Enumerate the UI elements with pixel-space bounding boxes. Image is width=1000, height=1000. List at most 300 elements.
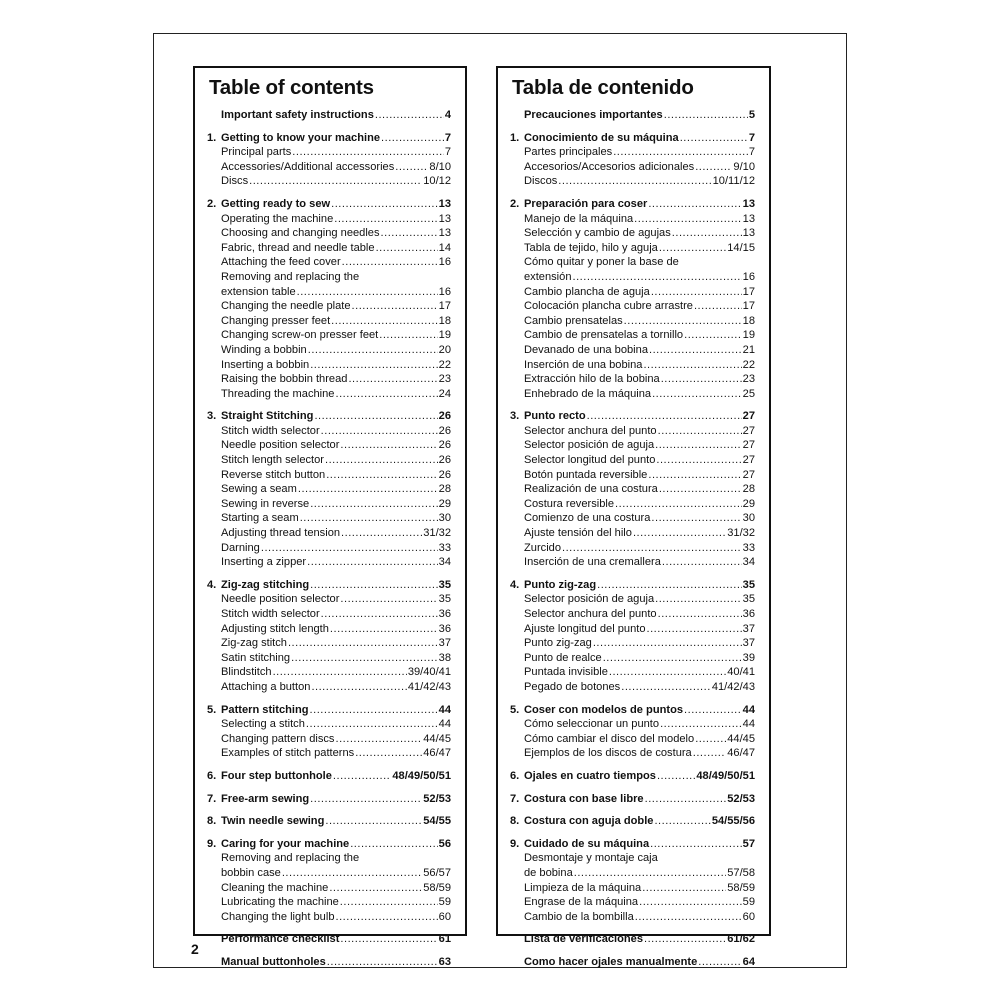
dot-leader [634,212,741,227]
toc-page-number: 17 [438,300,451,313]
toc-entry-label: Costura con base libre [524,792,644,805]
dot-leader [657,769,695,784]
toc-entry [510,680,755,695]
dot-leader [321,424,438,439]
toc-entry-label: Inserting a zipper [221,556,307,569]
toc-entry [510,732,755,747]
dot-leader [659,241,726,256]
dot-leader [658,424,742,439]
toc-entry [510,226,755,241]
dot-leader [376,241,438,256]
toc-entry [207,145,451,160]
toc-entry-label: Zig-zag stitch [221,637,287,650]
toc-entry-label: Colocación plancha cubre arrastre [524,300,693,313]
toc-page-number: 14/15 [727,241,755,254]
toc-section [510,197,755,401]
toc-chapter-number: 1. [510,131,520,144]
toc-section [207,131,451,189]
toc-entry-label: Cuidado de su máquina [524,837,650,850]
toc-entry [510,665,755,680]
toc-page-number: 44/45 [727,732,755,745]
toc-entry-label: Adjusting stitch length [221,622,329,635]
dot-leader [379,328,437,343]
toc-entry-label: Enhebrado de la máquina [524,387,652,400]
toc-entry-label: Tabla de tejido, hilo y aguja [524,241,658,254]
toc-entry [207,622,451,637]
toc-page-number: 23 [438,373,451,386]
toc-page-number: 37 [742,637,755,650]
toc-entry [207,851,451,866]
toc-page-number: 19 [438,329,451,342]
toc-page-number: 31/32 [423,527,451,540]
toc-entry-label: Preparación para coser [524,197,648,210]
toc-chapter-entry [207,578,451,593]
toc-chapter-entry [510,409,755,424]
toc-entry [510,468,755,483]
dot-leader [695,732,726,747]
toc-entry-label: extensión [524,270,572,283]
toc-entry [510,910,755,925]
toc-page-number: 60 [438,910,451,923]
dot-leader [649,343,742,358]
toc-entry-label: Stitch length selector [221,454,324,467]
toc-entry-label: Discs [221,175,249,188]
toc-page-number: 13 [742,212,755,225]
toc-entry-label: Stitch width selector [221,608,320,620]
toc-entry [510,592,755,607]
toc-entry [207,372,451,387]
toc-page-number: 40/41 [727,666,755,679]
toc-page-number: 23 [742,373,755,386]
dot-leader [310,703,438,718]
toc-list [207,108,451,969]
toc-entry [510,526,755,541]
toc-page-number: 52/53 [423,792,451,805]
toc-entry-label: Attaching a button [221,680,311,693]
dot-leader [291,651,438,666]
toc-chapter-number: 5. [207,703,217,716]
toc-entry [510,387,755,402]
toc-section [510,409,755,570]
dot-leader [648,468,741,483]
dot-leader [282,866,422,881]
toc-chapter-entry [207,792,451,807]
toc-page-number: 29 [438,497,451,510]
toc-entry [510,438,755,453]
toc-page-number: 14 [438,241,451,254]
toc-page-number: 13 [438,197,451,210]
toc-page-number: 26 [438,468,451,481]
toc-page-number: 48/49/50/51 [392,769,451,782]
toc-entry-label: Blindstitch [221,666,272,679]
toc-entry-label: Removing and replacing the [221,852,360,865]
dot-leader [330,622,438,637]
dot-leader [310,358,437,373]
toc-section [207,837,451,925]
dot-leader [306,717,438,732]
toc-entry [207,592,451,607]
toc-entry-label: Punto zig-zag [524,637,592,650]
toc-entry-label: Adjusting thread tension [221,527,341,540]
dot-leader [642,881,726,896]
toc-chapter-entry [510,703,755,718]
toc-chapter-number: 6. [207,769,217,782]
toc-entry-label: Cambio plancha de aguja [524,285,650,298]
dot-leader [352,299,438,314]
dot-leader [684,328,742,343]
toc-entry [207,299,451,314]
toc-entry [510,424,755,439]
toc-page-number: 27 [742,439,755,452]
toc-page-number: 36 [742,608,755,620]
toc-chapter-entry [207,814,451,829]
toc-entry-label: Cómo cambiar el disco del modelo [524,732,695,745]
toc-chapter-entry [510,932,755,947]
dot-leader [621,680,711,695]
dot-leader [648,197,741,212]
toc-entry-label: Stitch width selector [221,424,320,437]
toc-entry-label: Straight Stitching [221,410,314,423]
dot-leader [645,792,727,807]
toc-entry [207,328,451,343]
toc-entry-label: Ajuste tensión del hilo [524,527,632,540]
toc-entry [207,343,451,358]
toc-page-number: 39/40/41 [407,666,451,679]
toc-entry-label: Discos [524,175,558,188]
toc-entry [510,851,755,866]
toc-entry-label: Changing pattern discs [221,732,335,745]
toc-entry-label: Cambio prensatelas [524,314,623,327]
toc-entry-label: Changing presser feet [221,314,331,327]
dot-leader [680,131,748,146]
toc-entry [510,717,755,732]
toc-entry [207,665,451,680]
toc-entry-label: Raising the bobbin thread [221,373,348,386]
toc-page-number: 26 [438,454,451,467]
toc-entry [510,453,755,468]
toc-entry-label: Zig-zag stitching [221,578,310,591]
dot-leader [334,212,437,227]
toc-entry-label: Sewing a seam [221,483,297,496]
dot-leader [288,636,438,651]
dot-leader [331,314,438,329]
toc-entry-label: Manejo de la máquina [524,212,634,225]
dot-leader [624,314,742,329]
toc-entry-label: Performance checklist [221,933,340,946]
toc-chapter-entry [207,932,451,947]
dot-leader [355,746,422,761]
toc-entry-label: Punto zig-zag [524,578,597,591]
dot-leader [298,482,438,497]
toc-chapter-entry [207,769,451,784]
toc-page-number: 54/55 [423,815,451,828]
toc-entry-label: Threading the machine [221,387,335,400]
dot-leader [558,174,711,189]
toc-chapter-number: 3. [207,410,217,423]
toc-entry-label: Caring for your machine [221,837,350,850]
toc-entry [510,160,755,175]
toc-page-number: 22 [742,358,755,371]
toc-page-number: 27 [742,454,755,467]
toc-entry [207,438,451,453]
dot-leader [587,409,742,424]
toc-page-number: 61/62 [727,933,755,946]
toc-entry-label: Costura con aguja doble [524,815,654,828]
toc-page-number: 13 [438,212,451,225]
toc-chapter-number: 7. [510,792,520,805]
toc-entry-label: Comienzo de una costura [524,512,651,525]
toc-page-number: 46/47 [423,747,451,760]
toc-entry [510,555,755,570]
toc-page-number: 26 [438,424,451,437]
toc-entry-label: Realización de una costura [524,483,658,496]
toc-page-number: 10/11/12 [712,175,755,188]
page-number: 2 [191,941,199,957]
toc-entry [510,212,755,227]
toc-page-number: 9/10 [733,160,755,173]
toc-page-number: 13 [438,227,451,240]
toc-chapter-number: 9. [207,837,217,850]
toc-entry [207,387,451,402]
toc-entry-label: Como hacer ojales manualmente [524,955,698,968]
toc-entry-label: Botón puntada reversible [524,468,648,481]
toc-entry [207,555,451,570]
toc-entry-label: Fabric, thread and needle table [221,241,375,254]
toc-section [207,932,451,947]
toc-section [510,837,755,925]
dot-leader [300,511,438,526]
toc-page-number: 31/32 [727,527,755,540]
dot-leader [597,578,742,593]
toc-entry-label: Four step buttonhole [221,769,332,782]
dot-leader [647,622,742,637]
toc-entry [207,241,451,256]
toc-entry-label: Choosing and changing needles [221,227,380,240]
toc-section [207,769,451,784]
toc-entry-label: Cómo seleccionar un punto [524,718,660,731]
dot-leader [273,665,407,680]
toc-entry-label: Zurcido [524,541,561,554]
toc-page-number: 29 [742,497,755,510]
toc-entry-label: Manual buttonholes [221,955,326,968]
toc-entry-label: Limpieza de la máquina [524,881,642,894]
toc-page-number: 59 [742,896,755,909]
toc-entry-label: Changing the needle plate [221,300,351,313]
dot-leader [654,814,710,829]
toc-entry [510,299,755,314]
toc-entry-label: Starting a seam [221,512,299,525]
toc-page-number: 33 [438,541,451,554]
toc-page-number: 19 [742,329,755,342]
toc-entry [510,651,755,666]
toc-page-number: 56/57 [423,866,451,879]
dot-leader [562,541,742,556]
toc-page-number: 35 [438,593,451,606]
dot-leader [307,555,438,570]
toc-entry [510,174,755,189]
toc-entry [510,895,755,910]
toc-entry-label: Pegado de botones [524,680,621,693]
toc-page-number: 27 [742,424,755,437]
dot-leader [664,108,748,123]
toc-page-number: 39 [742,651,755,664]
dot-leader [340,895,438,910]
dot-leader [348,372,437,387]
toc-chapter-number: 9. [510,837,520,850]
toc-chapter-entry [510,769,755,784]
toc-page-number: 36 [438,622,451,635]
toc-page-number: 52/53 [727,792,755,805]
toc-page-number: 60 [742,910,755,923]
toc-page-number: 35 [438,578,451,591]
toc-entry [207,468,451,483]
toc-section [207,197,451,401]
toc-entry-label: Pattern stitching [221,703,309,716]
toc-page-number: 25 [742,387,755,400]
toc-chapter-entry [510,792,755,807]
dot-leader [655,438,742,453]
toc-entry-label: Costura reversible [524,497,615,510]
toc-page-number: 17 [742,285,755,298]
toc-entry-label: Ajuste longitud del punto [524,622,646,635]
toc-page-number: 8/10 [429,160,451,173]
toc-entry [207,482,451,497]
toc-chapter-entry [510,197,755,212]
toc-page-number: 63 [438,955,451,968]
toc-page-number: 38 [438,651,451,664]
toc-title: Table of contents [209,76,374,99]
toc-page-number: 10/12 [423,175,451,188]
toc-section [207,792,451,807]
toc-page-number: 54/55/56 [711,815,755,828]
toc-section [510,792,755,807]
toc-entry-label: Engrase de la máquina [524,896,639,909]
dot-leader [340,592,437,607]
dot-leader [639,895,742,910]
toc-entry [510,511,755,526]
toc-entry-label: Precauciones importantes [524,109,663,121]
toc-section [510,814,755,829]
dot-leader [381,226,438,241]
dot-leader [609,665,726,680]
dot-leader [336,910,438,925]
dot-leader [314,409,437,424]
toc-page-number: 64 [742,955,755,968]
toc-page-number: 58/59 [727,881,755,894]
toc-entry [510,241,755,256]
toc-entry [510,358,755,373]
toc-chapter-entry [207,409,451,424]
toc-entry [207,424,451,439]
dot-leader [310,497,437,512]
toc-page-number: 37 [742,622,755,635]
toc-entry [510,622,755,637]
dot-leader [655,592,742,607]
toc-entry [207,285,451,300]
toc-entry [207,226,451,241]
toc-entry-label: Inserción de una bobina [524,358,643,371]
toc-entry-label: Examples of stitch patterns [221,747,355,760]
toc-page-number: 35 [742,578,755,591]
toc-page-number: 57/58 [727,866,755,879]
dot-leader [693,746,727,761]
toc-entry-label: Cleaning the machine [221,881,329,894]
toc-page-number: 21 [742,343,755,356]
toc-page-number: 7 [444,131,451,144]
toc-page-number: 33 [742,541,755,554]
dot-leader [651,511,741,526]
toc-page-number: 30 [742,512,755,525]
dot-leader [340,932,437,947]
toc-entry [207,746,451,761]
toc-page-number: 36 [438,608,451,620]
toc-page-number: 44 [438,718,451,731]
dot-leader [684,703,742,718]
toc-page-number: 22 [438,358,451,371]
toc-entry [510,881,755,896]
toc-entry-label: Needle position selector [221,439,340,452]
dot-leader [261,541,438,556]
toc-chapter-entry [510,837,755,852]
toc-page-number: 7 [748,131,755,144]
toc-section [510,703,755,761]
toc-entry [207,910,451,925]
toc-page-number: 16 [438,256,451,269]
dot-leader [573,270,742,285]
toc-page-number: 16 [438,285,451,298]
dot-leader [325,814,422,829]
toc-entry [207,651,451,666]
toc-entry [510,255,755,270]
dot-leader [342,255,438,270]
toc-chapter-entry [207,108,451,123]
dot-leader [672,226,742,241]
toc-page-number: 37 [438,637,451,650]
toc-panel-english [193,66,467,968]
toc-entry-label: Cambio de la bombilla [524,910,634,923]
toc-section [510,955,755,970]
toc-entry-label: Partes principales [524,146,613,159]
toc-page-number: 13 [742,197,755,210]
toc-page-number: 41/42/43 [407,680,451,693]
toc-chapter-number: 8. [510,815,520,828]
toc-chapter-number: 3. [510,410,520,423]
toc-entry [510,285,755,300]
toc-panel-spanish [496,66,771,968]
toc-entry-label: Operating the machine [221,212,334,225]
dot-leader [381,131,444,146]
toc-entry-label: Attaching the feed cover [221,256,341,269]
dot-leader [593,636,742,651]
dot-leader [660,717,742,732]
toc-entry [510,270,755,285]
toc-entry-label: Ojales en cuatro tiempos [524,769,656,782]
toc-page-number: 41/42/43 [711,680,755,693]
toc-entry-label: Needle position selector [221,593,340,606]
dot-leader [310,792,422,807]
dot-leader [603,651,742,666]
dot-leader [694,299,742,314]
toc-section [510,769,755,784]
dot-leader [643,358,741,373]
toc-entry-label: Winding a bobbin [221,343,307,356]
dot-leader [661,372,742,387]
toc-chapter-entry [207,197,451,212]
dot-leader [340,438,437,453]
dot-leader [335,732,422,747]
toc-entry-label: Sewing in reverse [221,497,310,510]
toc-entry-label: Inserting a bobbin [221,358,310,371]
